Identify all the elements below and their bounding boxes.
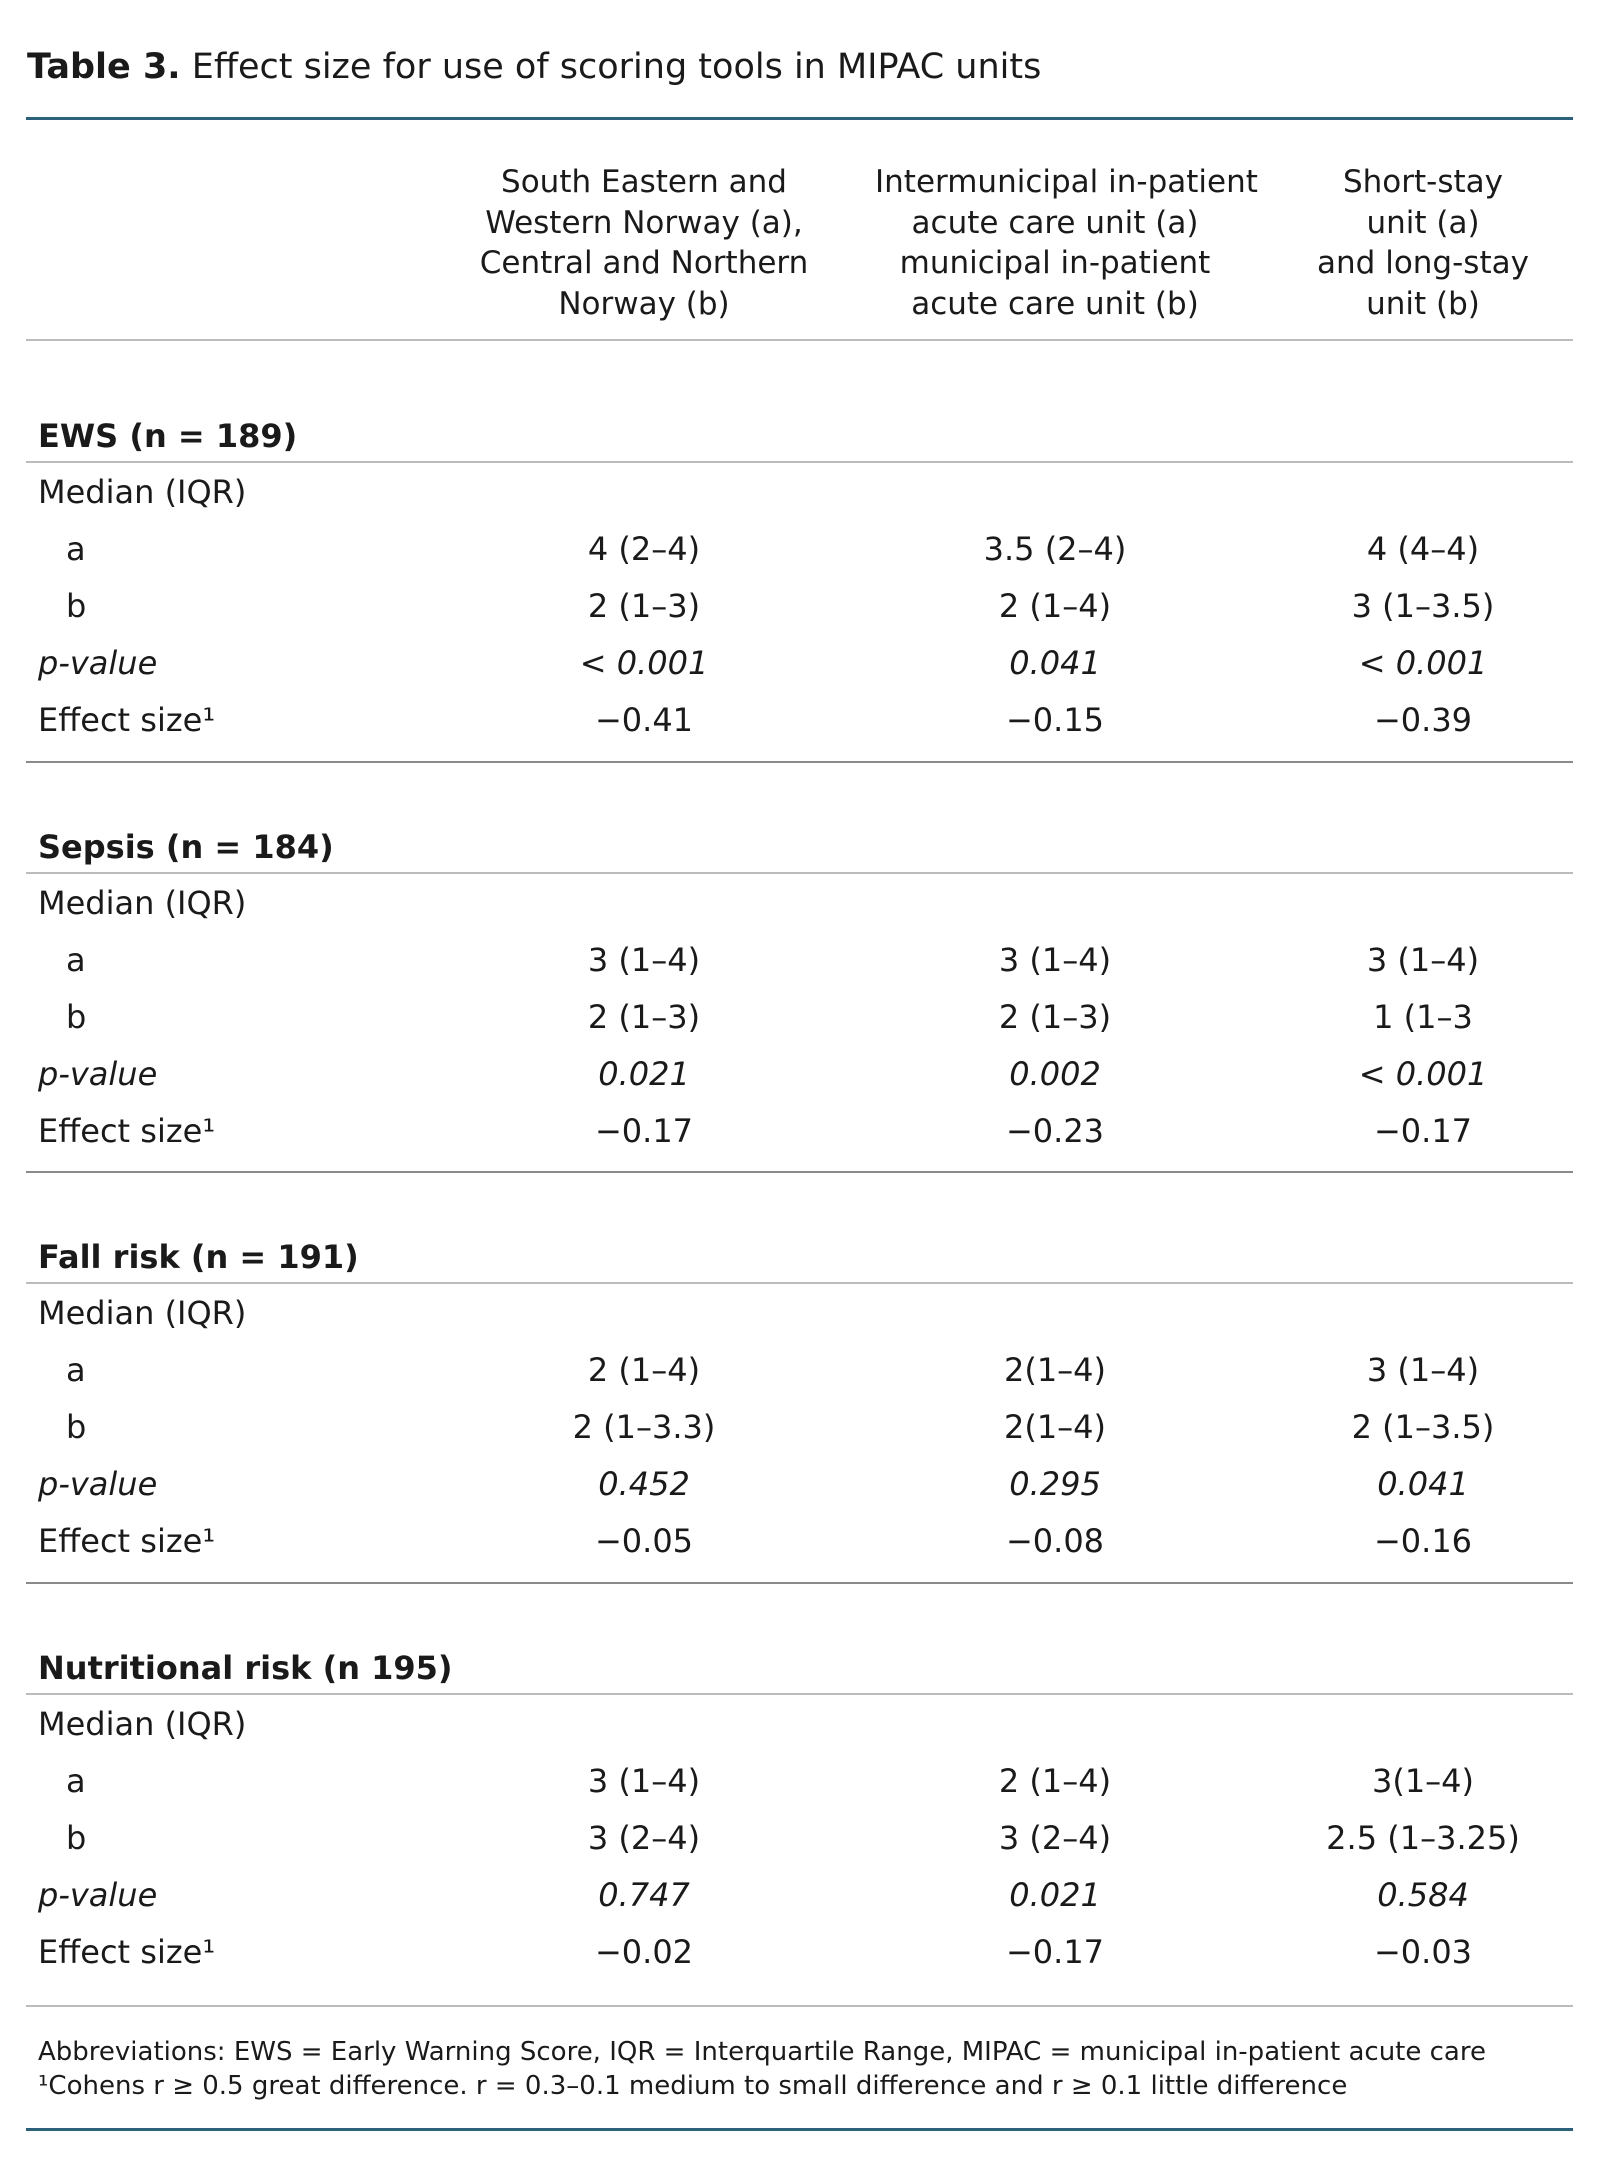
table-row-median — [0, 1696, 1600, 1753]
table-cell: 0.021 — [598, 1055, 690, 1093]
section-bottom-rule — [26, 1171, 1573, 1173]
table-cell: 0.021 — [1009, 1876, 1101, 1914]
footnote-abbreviations: Abbreviations: EWS = Early Warning Score, IQR = Interquartile Range, MIPAC = municipal in-patient acute care — [38, 2037, 1486, 2067]
section-bottom-rule — [26, 761, 1573, 763]
table-cell: −0.02 — [594, 1933, 694, 1971]
table-cell: 2 (1–3) — [998, 998, 1112, 1036]
table-cell: 2 (1–4) — [998, 587, 1112, 625]
row-label: a — [66, 1351, 86, 1389]
row-label: p-value — [38, 1465, 158, 1503]
section-title-rule — [26, 1693, 1573, 1695]
table-cell: 2 (1–3.3) — [572, 1408, 716, 1446]
table-row-a — [0, 932, 1600, 989]
table-cell: 0.041 — [1377, 1465, 1469, 1503]
table-row-a — [0, 1342, 1600, 1399]
table-row-median — [0, 1285, 1600, 1342]
row-label: p-value — [38, 644, 158, 682]
table-cell: −0.05 — [594, 1522, 694, 1560]
column-header-line: acute care unit (b) — [911, 285, 1199, 322]
row-label: Effect size¹ — [38, 1112, 216, 1150]
row-label: Median (IQR) — [38, 884, 247, 922]
table-row-effect-size — [0, 1103, 1600, 1160]
table-cell: 3.5 (2–4) — [983, 530, 1127, 568]
table-footnotes — [38, 2035, 1486, 2103]
column-header-line: acute care unit (a) — [911, 204, 1199, 241]
table-cell: −0.15 — [1005, 701, 1105, 739]
row-label: p-value — [38, 1876, 158, 1914]
table-section-ews — [0, 414, 1600, 814]
column-header-line: municipal in-patient — [899, 245, 1211, 281]
row-label: Median (IQR) — [38, 473, 247, 511]
column-header-line: and long-stay — [1317, 245, 1529, 281]
table-row-b — [0, 1399, 1600, 1456]
table-cell: −0.17 — [594, 1112, 694, 1150]
row-label: b — [66, 587, 87, 625]
column-header-line: Norway (b) — [558, 285, 730, 322]
table-cell: 2(1–4) — [1003, 1408, 1107, 1446]
row-label: b — [66, 1819, 87, 1857]
table-cell: 3 (1–4) — [998, 941, 1112, 979]
row-label: a — [66, 530, 86, 568]
table-cell: 3 (1–4) — [587, 1762, 701, 1800]
table-section-sepsis — [0, 825, 1600, 1225]
column-header-line: Intermunicipal in-patient — [875, 164, 1258, 200]
table-cell: 0.452 — [598, 1465, 690, 1503]
table-cell: 2 (1–3) — [587, 998, 701, 1036]
table-cell: −0.17 — [1373, 1112, 1473, 1150]
table-cell: < 0.001 — [579, 644, 709, 682]
table-cell: 3 (2–4) — [587, 1819, 701, 1857]
table-cell: 3 (1–3.5) — [1351, 587, 1495, 625]
table-cell: −0.08 — [1005, 1522, 1105, 1560]
table-row-median — [0, 875, 1600, 932]
table-cell: 3 (2–4) — [998, 1819, 1112, 1857]
table-row-a — [0, 1753, 1600, 1810]
table-section-nutritional-risk — [0, 1646, 1600, 2046]
section-title-rule — [26, 461, 1573, 463]
section-title: Nutritional risk (n 195) — [38, 1649, 453, 1687]
column-header-unit-type — [875, 162, 1258, 324]
table-cell: 2 (1–4) — [587, 1351, 701, 1389]
table-cell: −0.39 — [1373, 701, 1473, 739]
column-header-line: unit (a) — [1366, 204, 1480, 241]
row-label: b — [66, 998, 87, 1036]
header-bottom-rule — [26, 339, 1573, 341]
column-header-stay-type — [1243, 162, 1600, 324]
row-label: Effect size¹ — [38, 1522, 216, 1560]
table-cell: 4 (2–4) — [587, 530, 701, 568]
row-label: Median (IQR) — [38, 1705, 247, 1743]
table-row-effect-size — [0, 1513, 1600, 1570]
footnote-effect-size: ¹Cohens r ≥ 0.5 great difference. r = 0.3–0.1 medium to small difference and r ≥ 0.1 little difference — [38, 2071, 1348, 2101]
table-cell: 3 (1–4) — [1366, 1351, 1480, 1389]
column-header-line: unit (b) — [1366, 285, 1480, 322]
table-cell: 2.5 (1–3.25) — [1326, 1819, 1520, 1857]
table-caption-label: Table 3. — [27, 47, 181, 87]
column-header-line: Central and Northern — [479, 245, 809, 281]
section-bottom-rule — [26, 2005, 1573, 2007]
table-cell: 2 (1–3.5) — [1351, 1408, 1495, 1446]
section-title-rule — [26, 872, 1573, 874]
section-title-rule — [26, 1282, 1573, 1284]
column-header-line: Western Norway (a), — [485, 204, 803, 241]
table-row-b — [0, 989, 1600, 1046]
section-title: Sepsis (n = 184) — [38, 828, 334, 866]
table-cell: 0.584 — [1377, 1876, 1469, 1914]
table-row-pvalue — [0, 1867, 1600, 1924]
table-cell: 0.747 — [598, 1876, 690, 1914]
table-cell: < 0.001 — [1358, 644, 1488, 682]
section-bottom-rule — [26, 1582, 1573, 1584]
table-row-median — [0, 464, 1600, 521]
row-label: a — [66, 1762, 86, 1800]
row-label: Median (IQR) — [38, 1294, 247, 1332]
row-label: p-value — [38, 1055, 158, 1093]
table-cell: 3(1–4) — [1371, 1762, 1475, 1800]
table-row-b — [0, 1810, 1600, 1867]
table-cell: 0.295 — [1009, 1465, 1101, 1503]
table-cell: 2 (1–4) — [998, 1762, 1112, 1800]
table-cell: −0.17 — [1005, 1933, 1105, 1971]
table-row-pvalue — [0, 1046, 1600, 1103]
table-row-a — [0, 521, 1600, 578]
table-cell: 3 (1–4) — [1366, 941, 1480, 979]
table-cell: 3 (1–4) — [587, 941, 701, 979]
column-header-region — [464, 162, 824, 324]
table-row-pvalue — [0, 635, 1600, 692]
table-cell: −0.16 — [1373, 1522, 1473, 1560]
table-cell: 0.002 — [1009, 1055, 1101, 1093]
section-title: EWS (n = 189) — [38, 417, 298, 455]
table-row-pvalue — [0, 1456, 1600, 1513]
table-cell: −0.41 — [594, 701, 694, 739]
table-row-effect-size — [0, 692, 1600, 749]
column-header-line: Short-stay — [1342, 164, 1504, 200]
section-title: Fall risk (n = 191) — [38, 1238, 359, 1276]
row-label: b — [66, 1408, 87, 1446]
table-cell: −0.03 — [1373, 1933, 1473, 1971]
table-row-effect-size — [0, 1924, 1600, 1981]
table-cell: 4 (4–4) — [1366, 530, 1480, 568]
table-caption — [27, 46, 1041, 88]
table-cell: 2 (1–3) — [587, 587, 701, 625]
table-cell: 0.041 — [1009, 644, 1101, 682]
table-top-rule — [26, 117, 1573, 120]
row-label: Effect size¹ — [38, 1933, 216, 1971]
table-cell: −0.23 — [1005, 1112, 1105, 1150]
table-cell: 1 (1–3 — [1373, 998, 1473, 1036]
row-label: a — [66, 941, 86, 979]
column-header-line: South Eastern and — [501, 164, 787, 200]
table-cell: < 0.001 — [1358, 1055, 1488, 1093]
table-section-fall-risk — [0, 1235, 1600, 1635]
table-caption-text: Effect size for use of scoring tools in MIPAC units — [191, 47, 1042, 87]
table-row-b — [0, 578, 1600, 635]
table-bottom-rule — [26, 2128, 1573, 2131]
table-cell: 2(1–4) — [1003, 1351, 1107, 1389]
row-label: Effect size¹ — [38, 701, 216, 739]
